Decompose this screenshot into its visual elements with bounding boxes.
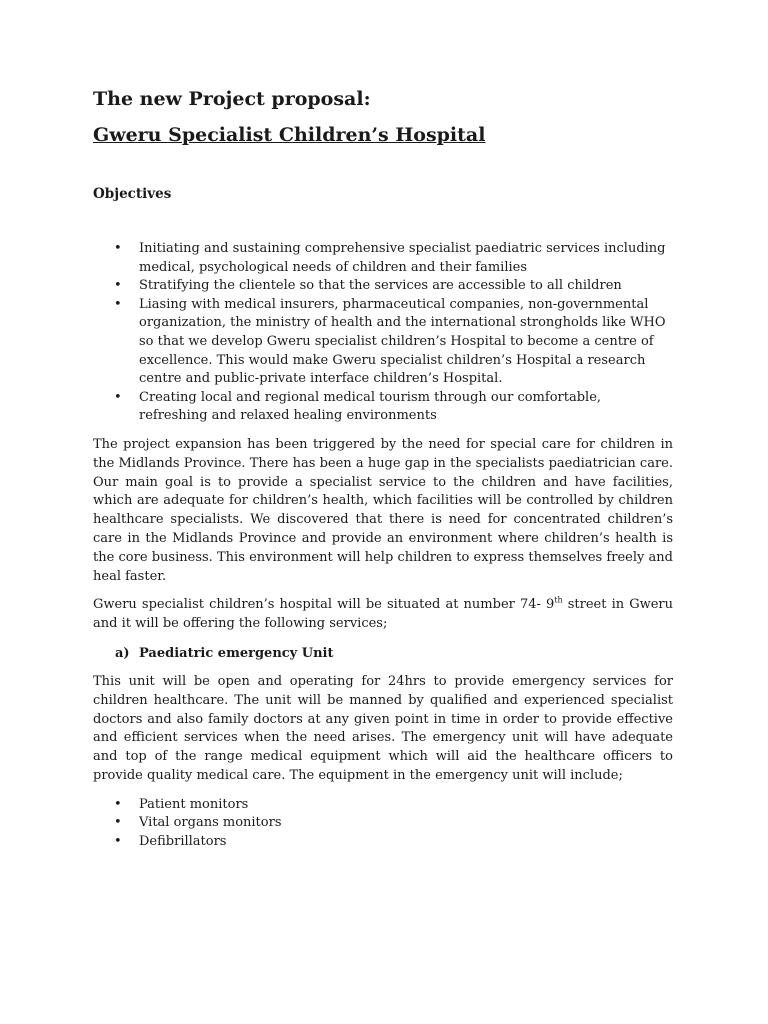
paragraph-location: [93, 596, 673, 634]
equipment-item: • Vital organs monitors: [93, 814, 673, 833]
paragraph-emergency-unit: This unit will be open and operating for 24hrs to provide emergency services for children healthcare. The unit will be manned by qualified and experienced specialist doctors and also family doctors at any given point in time in order to provide effective and efficient services when the need arises. The emergency unit will have adequate and top of the range medical equipment which will aid the healthcare officers to provide quality medical care. The equipment in the emergency unit will include;: [93, 673, 673, 783]
section-a-marker: a): [115, 645, 130, 661]
title-line-2: Gweru Specialist Children’s Hospital: [93, 124, 486, 146]
title-line-1: The new Project proposal:: [93, 88, 371, 110]
equipment-list: [93, 796, 673, 852]
objective-item: • Creating local and regional medical tourism through our comfortable, refreshing and relaxed healing environments: [93, 389, 673, 426]
objectives-heading: Objectives: [93, 186, 172, 202]
equipment-item: • Patient monitors: [93, 796, 673, 815]
paragraph-project-expansion: The project expansion has been triggered by the need for special care for children in the Midlands Province. There has been a huge gap in the specialists paediatrician care. Our main goal is to provide a specialist service to the children and have facilities, which are adequate for children’s health, which facilities will be controlled by children healthcare specialists. We discovered that there is need for concentrated children’s care in the Midlands Province and provide an environment where children’s health is the core business. This environment will help children to express themselves freely and heal faster.: [93, 436, 673, 584]
objectives-list: [93, 240, 673, 426]
objective-item: • Liasing with medical insurers, pharmaceutical companies, non-governmental organization, the ministry of health and the international strongholds like WHO so that we develop Gweru specialist children’s Hospital to become a centre of excellence. This would make Gweru specialist children’s Hospital a research centre and public-private interface children’s Hospital.: [93, 296, 673, 389]
location-text-2: street in Gweru and it will be offering the following services;: [93, 597, 673, 632]
objective-item: • Initiating and sustaining comprehensive specialist paediatric services including medical, psychological needs of children and their families: [93, 240, 673, 277]
equipment-item: • Defibrillators: [93, 833, 673, 852]
document-content: [93, 86, 673, 851]
section-a-title: Paediatric emergency Unit: [139, 645, 334, 661]
location-text-1: Gweru specialist children’s hospital will be situated at number 74- 9: [93, 597, 555, 613]
ordinal-suffix: th: [554, 595, 563, 605]
section-a-heading: [93, 644, 673, 664]
objective-item: • Stratifying the clientele so that the services are accessible to all children: [93, 277, 673, 296]
